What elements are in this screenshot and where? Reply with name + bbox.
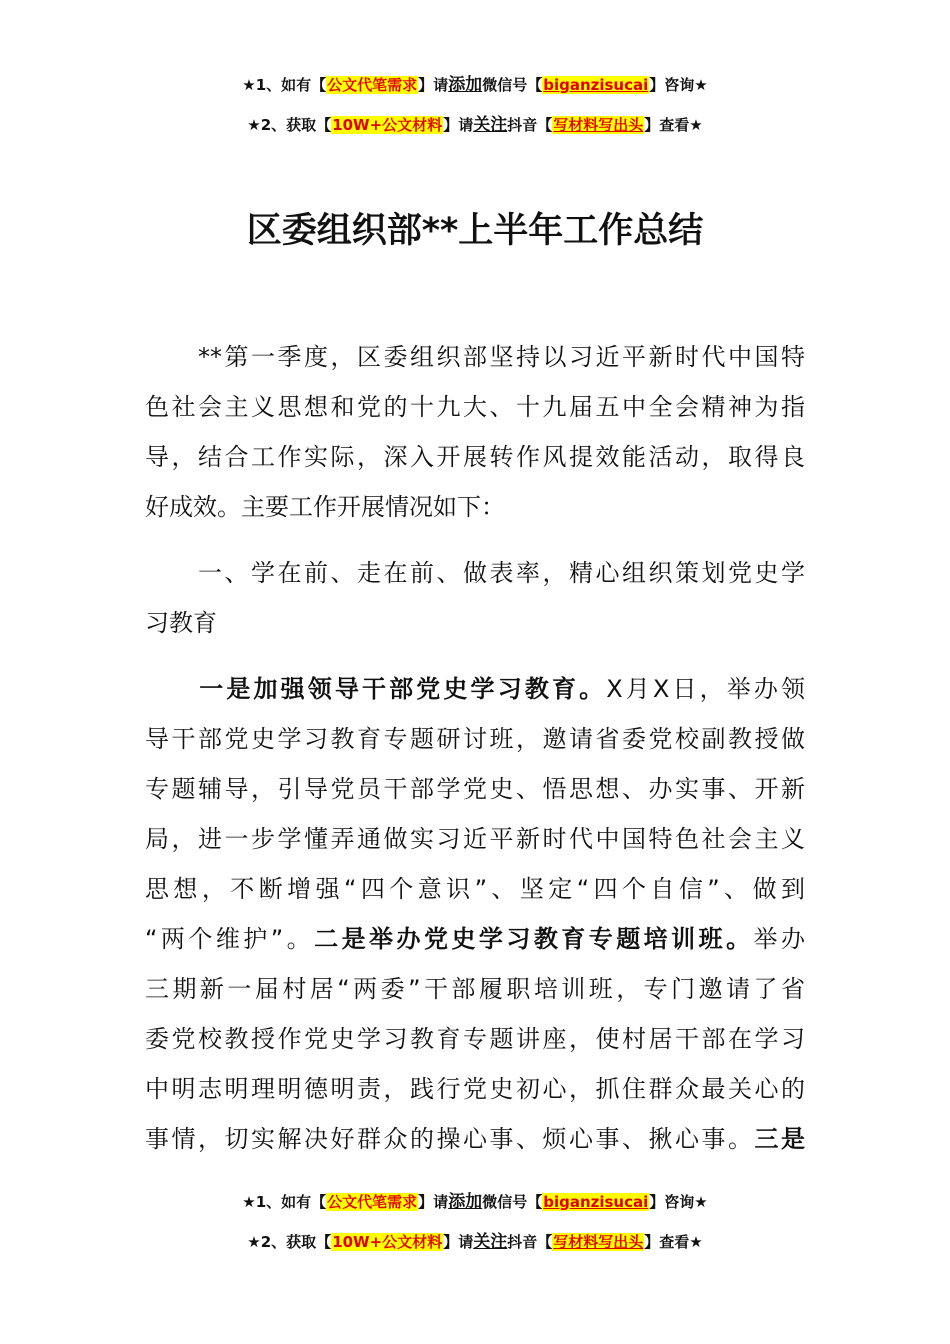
promo-emphasis: 添加 [448,75,483,95]
text-line [145,548,805,598]
promo-text: 】咨询★ [649,1193,708,1211]
paragraph [145,332,805,532]
body-text: 习教育 [145,609,217,637]
paragraph-gap [145,648,805,664]
text-line [145,864,805,914]
paragraph-gap [145,532,805,548]
body-text: X月X日，举办领 [606,675,806,703]
text-line [145,1114,805,1164]
text-line [145,1064,805,1114]
promo-text: 微信号【 [482,76,543,94]
text-line [145,332,805,382]
promo-highlight: 10W+公文材料 [332,116,443,134]
body-text: 导，结合工作实际，深入开展转作风提效能活动，取得良 [145,443,805,471]
promo-line-2-footer [0,1227,950,1252]
bold-heading-text: 一是加强领导干部党史学习教育。 [199,675,607,703]
promo-text: 】请 [443,1233,474,1251]
body-text: 中明志明理明德明责，践行党史初心，抓住群众最关心的 [145,1075,805,1103]
body-text: “两个维护”。 [145,925,315,953]
text-line [145,964,805,1014]
promo-emphasis: 添加 [448,1192,483,1212]
wechat-id-link[interactable]: biganzisucai [543,1193,649,1211]
body-text: 色社会主义思想和党的十九大、十九届五中全会精神为指 [145,393,805,421]
promo-line-2 [0,110,950,135]
text-line [145,382,805,432]
promo-highlight: 公文代笔需求 [327,1193,418,1211]
promo-text: 】查看★ [644,116,703,134]
body-text: 委党校教授作党史学习教育专题讲座，使村居干部在学习 [145,1025,805,1053]
paragraph [145,548,805,648]
bold-heading-text: 二是举办党史学习教育专题培训班。 [314,925,754,953]
promo-text: 】请 [443,116,474,134]
body-text: 事情，切实解决好群众的操心事、烦心事、揪心事。 [145,1125,755,1153]
douyin-account-link[interactable]: 写材料写出头 [553,1233,644,1251]
text-line [145,432,805,482]
promo-text: ★2、获取【 [247,1233,332,1251]
promo-text: 】请 [418,76,449,94]
promo-highlight: 10W+公文材料 [332,1233,443,1251]
body-text: 三期新一届村居“两委”干部履职培训班，专门邀请了省 [145,975,805,1003]
body-text: 思想，不断增强“四个意识”、坚定“四个自信”、做到 [145,875,805,903]
text-line [145,1014,805,1064]
promo-text: ★1、如有【 [242,1193,327,1211]
text-line [145,914,805,964]
body-text: 一、学在前、走在前、做表率，精心组织策划党史学 [145,559,805,587]
document-body [145,332,805,1164]
text-line [145,598,805,648]
promo-text: 抖音【 [507,116,553,134]
promo-text: 微信号【 [482,1193,543,1211]
body-text: **第一季度，区委组织部坚持以习近平新时代中国特 [145,343,805,371]
body-text: 局，进一步学懂弄通做实习近平新时代中国特色社会主义 [145,825,805,853]
text-line [145,814,805,864]
body-text: 导干部党史学习教育专题研讨班，邀请省委党校副教授做 [145,725,805,753]
promo-text: ★2、获取【 [247,116,332,134]
wechat-id-link[interactable]: biganzisucai [543,76,649,94]
body-text [145,675,199,703]
promo-line-1-footer [0,1187,950,1212]
promo-highlight: 公文代笔需求 [327,76,418,94]
text-line [145,482,805,532]
body-text: 举办 [753,925,806,953]
promo-emphasis: 关注 [473,1232,508,1252]
document-title: 区委组织部**上半年工作总结 [246,211,704,251]
text-line [145,714,805,764]
promo-emphasis: 关注 [473,115,508,135]
body-text: 专题辅导，引导党员干部学党史、悟思想、办实事、开新 [145,775,805,803]
promo-line-1 [0,70,950,95]
douyin-account-link[interactable]: 写材料写出头 [553,116,644,134]
promo-text: ★1、如有【 [242,76,327,94]
paragraph [145,664,805,1164]
body-text: 好成效。主要工作开展情况如下： [145,493,505,521]
promo-text: 抖音【 [507,1233,553,1251]
text-line [145,664,805,714]
text-line [145,764,805,814]
promo-text: 】请 [418,1193,449,1211]
bold-heading-text: 三是 [754,1125,805,1153]
promo-text: 】咨询★ [649,76,708,94]
promo-text: 】查看★ [644,1233,703,1251]
